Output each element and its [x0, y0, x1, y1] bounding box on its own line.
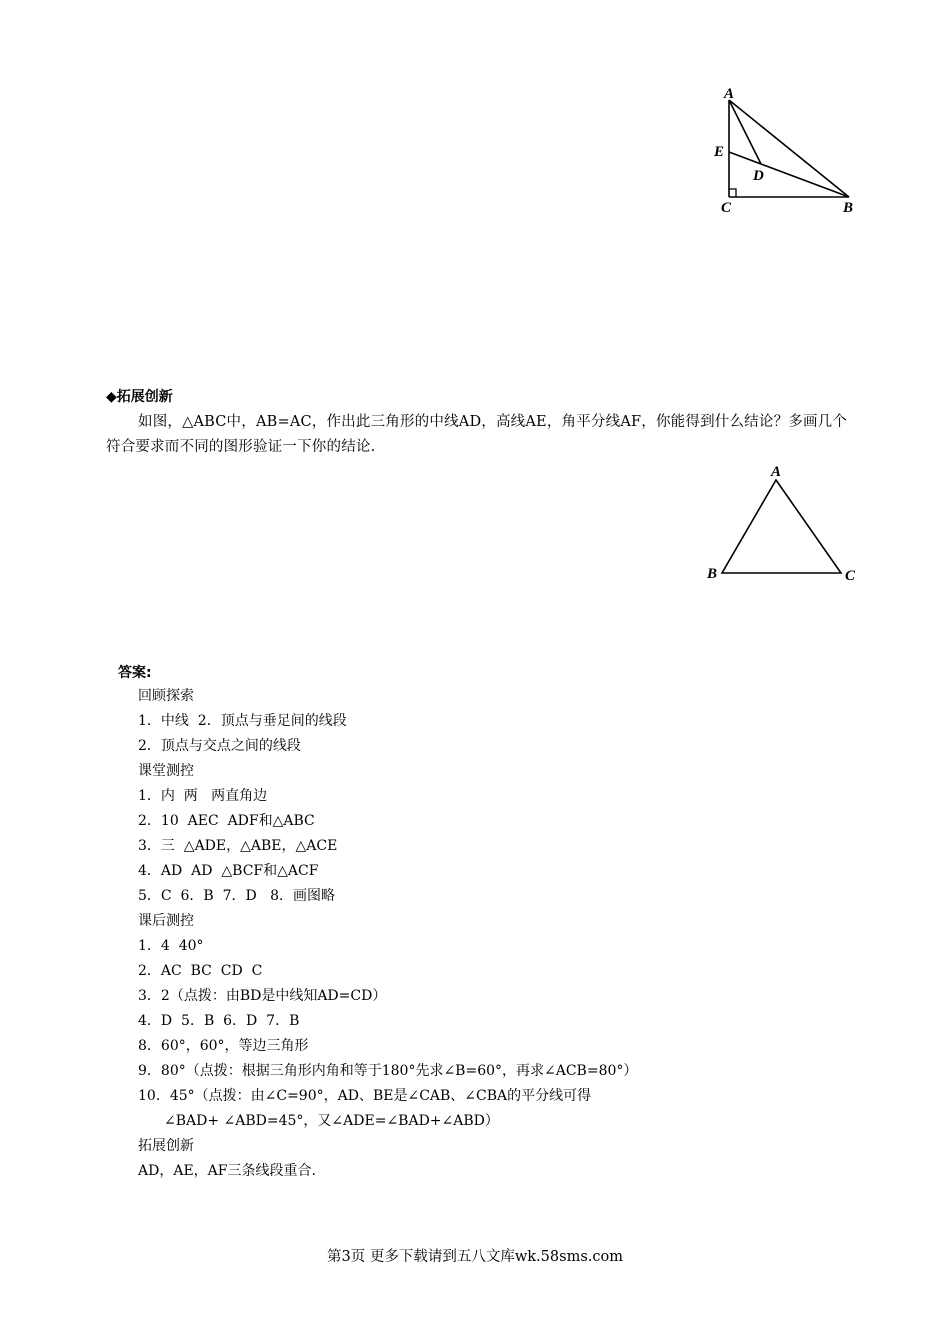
answer-line: 课后测控	[138, 913, 194, 929]
answer-line: 3．2（点拨：由BD是中线知AD=CD）	[138, 988, 387, 1004]
answer-line: 3．三 △ADE，△ABE，△ACE	[138, 838, 338, 854]
label-C: C	[845, 568, 856, 584]
answer-line: 2．AC BC CD C	[138, 963, 263, 979]
answer-line: ∠BAD+ ∠ABD=45°，又∠ADE=∠BAD+∠ABD）	[164, 1113, 499, 1129]
section-title-extension: ◆拓展创新	[106, 389, 173, 405]
answer-line: AD，AE，AF三条线段重合.	[138, 1163, 316, 1179]
answer-line: 回顾探索	[138, 688, 194, 704]
answer-line: 5．C 6．B 7．D 8．画图略	[138, 888, 336, 904]
answer-line: 9．80°（点拨：根据三角形内角和等于180°先求∠B=60°，再求∠ACB=80°）	[138, 1063, 638, 1079]
label-D: D	[753, 168, 764, 184]
label-E: E	[714, 144, 725, 160]
right-angle-mark	[729, 189, 736, 197]
answer-line: 2．10 AEC ADF和△ABC	[138, 813, 315, 829]
answer-line: 10．45°（点拨：由∠C=90°，AD、BE是∠CAB、∠CBA的平分线可得	[138, 1088, 592, 1104]
label-B: B	[707, 566, 718, 582]
right-triangle-figure	[705, 80, 865, 220]
label-C: C	[721, 200, 732, 216]
extension-paragraph: 如图，△ABC中，AB=AC，作出此三角形的中线AD，高线AE，角平分线AF，你能得到什么结论？多画几个符合要求而不同的图形验证一下你的结论.	[106, 414, 848, 455]
answer-line: 课堂测控	[138, 763, 194, 779]
answer-line: 1．中线 2．顶点与垂足间的线段	[138, 713, 347, 729]
label-B: B	[843, 200, 854, 216]
answers-list	[138, 684, 637, 1184]
answer-line: 2．顶点与交点之间的线段	[138, 738, 301, 754]
answer-line: 拓展创新	[138, 1138, 194, 1154]
page-footer: 第3页 更多下载请到五八文库wk.58sms.com	[327, 1249, 623, 1265]
answers-heading: 答案:	[118, 665, 152, 681]
label-A: A	[771, 464, 782, 480]
triangle-ABC	[722, 480, 841, 573]
isosceles-triangle-figure	[700, 460, 870, 590]
segment-AB	[729, 100, 849, 197]
answer-line: 8．60°，60°，等边三角形	[138, 1038, 309, 1054]
answer-line: 4．AD AD △BCF和△ACF	[138, 863, 319, 879]
answer-line: 1．内 两 两直角边	[138, 788, 268, 804]
answer-line: 1．4 40°	[138, 938, 204, 954]
answer-line: 4．D 5．B 6．D 7．B	[138, 1013, 300, 1029]
label-A: A	[724, 86, 735, 102]
segment-EB	[729, 152, 849, 197]
